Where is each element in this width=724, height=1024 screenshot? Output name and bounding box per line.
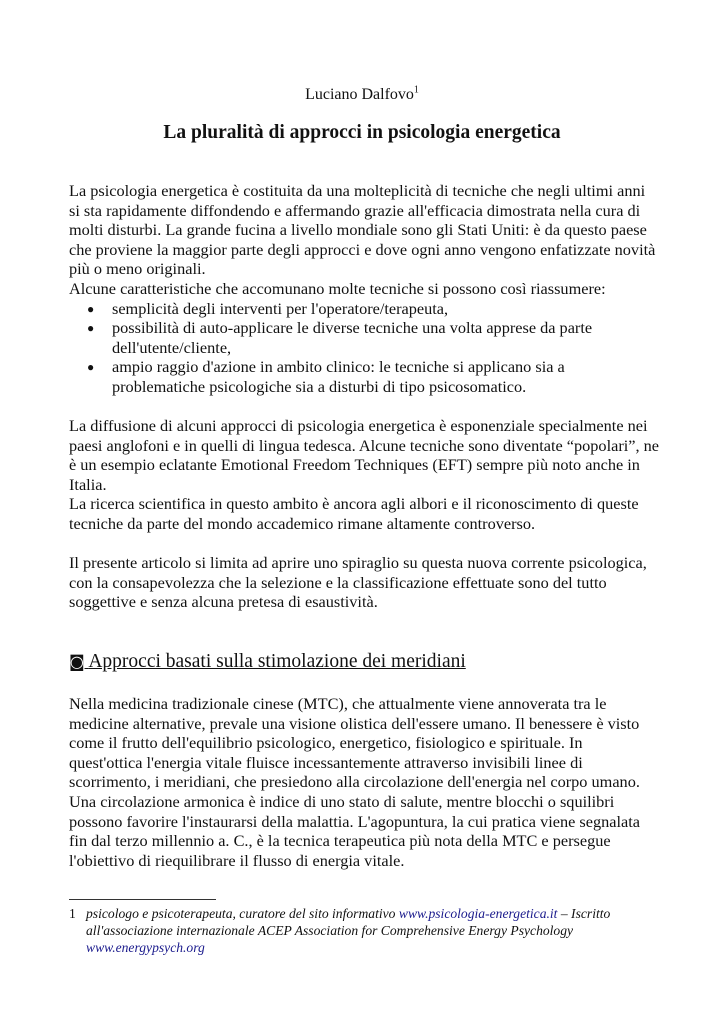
author-name: Luciano Dalfovo <box>305 86 414 103</box>
footnote-text: psicologo e psicoterapeuta, curatore del sito informativo <box>86 906 399 921</box>
intro-block <box>69 181 659 397</box>
list-item: ● possibilità di auto-applicare le diverse tecniche una volta apprese da parte dell'utente/cliente, <box>69 318 659 357</box>
list-item: ● semplicità degli interventi per l'operatore/terapeuta, <box>69 299 659 319</box>
document-title: La pluralità di approcci in psicologia energetica <box>163 122 561 143</box>
section-heading <box>69 651 466 673</box>
section1-block <box>69 694 659 870</box>
footnote-number: 1 <box>69 906 76 921</box>
scope-paragraph: Il presente articolo si limita ad aprire uno spiraglio su questa nuova corrente psicologica, con la consapevolezza che la selezione e la classificazione effettuate sono del tutto soggettive e senza alcuna pretesa di esaustività. <box>69 553 647 612</box>
list-item: ● ampio raggio d'azione in ambito clinico: le tecniche si applicano sia a problematiche psicologiche sia a disturbi di tipo psicosomatico. <box>69 357 659 396</box>
characteristics-list <box>69 299 659 397</box>
footnote-body <box>86 905 669 956</box>
psicologia-energetica-link[interactable]: www.psicologia-energetica.it <box>398 906 558 921</box>
footnote-divider <box>69 899 216 900</box>
diffusion-paragraph-1: La diffusione di alcuni approcci di psicologia energetica è esponenziale specialmente nei paesi anglofoni e in quelli di lingua tedesca. Alcune tecniche sono diventate “popolari”, ne è un esempio eclatante Emotional Freedom Techniques (EFT) sempre più noto anche in Italia. <box>69 416 659 494</box>
scope-block <box>69 553 659 612</box>
inverse-circle-icon: ◙ <box>69 652 85 671</box>
intro-paragraph-1: La psicologia energetica è costituita da una molteplicità di tecniche che negli ultimi anni si sta rapidamente diffondendo e affermando grazie all'efficacia dimostrata nella cura di molti disturbi. La grande fucina a livello mondiale sono gli Stati Uniti: è da questo paese che proviene la maggior parte degli approcci e dove ogni anno vengono enfatizzate novità più o meno originali. <box>69 181 656 279</box>
diffusion-block <box>69 416 659 534</box>
diffusion-paragraph-2: La ricerca scientifica in questo ambito è ancora agli albori e il riconoscimento di queste tecniche da parte del mondo accademico rimane altamente controverso. <box>69 494 639 533</box>
energypsych-link[interactable]: www.energypsych.org <box>86 940 205 955</box>
footnote <box>69 905 669 956</box>
footnote-text: – Iscritto all'associazione internazionale ACEP Association for Comprehensive Energy Psychology <box>86 906 611 938</box>
intro-paragraph-2: Alcune caratteristiche che accomunano molte tecniche si possono così riassumere: <box>69 278 606 298</box>
author-line <box>0 86 724 104</box>
section1-paragraph: Nella medicina tradizionale cinese (MTC), che attualmente viene annoverata tra le medicine alternative, prevale una visione olistica dell'essere umano. Il benessere è visto come il frutto dell'equilibrio psicologico, energetico, fisiologico e spirituale. In quest'ottica l'energia vitale fluisce incessantemente attraverso invisibili linee di scorrimento, i meridiani, che presiedono alla circolazione dell'energia nel corpo umano. Una circolazione armonica è indice di uno stato di salute, mentre blocchi o squilibri possono favorire l'instaurarsi della malattia. L'agopuntura, la cui pratica viene segnalata fin dal terzo millennio a. C., è la tecnica terapeutica più nota della MTC e persegue l'obiettivo di riequilibrare il flusso di energia vitale. <box>69 694 640 870</box>
section-heading-text: Approcci basati sulla stimolazione dei meridiani <box>88 651 466 672</box>
footnote-ref[interactable]: 1 <box>413 84 419 96</box>
